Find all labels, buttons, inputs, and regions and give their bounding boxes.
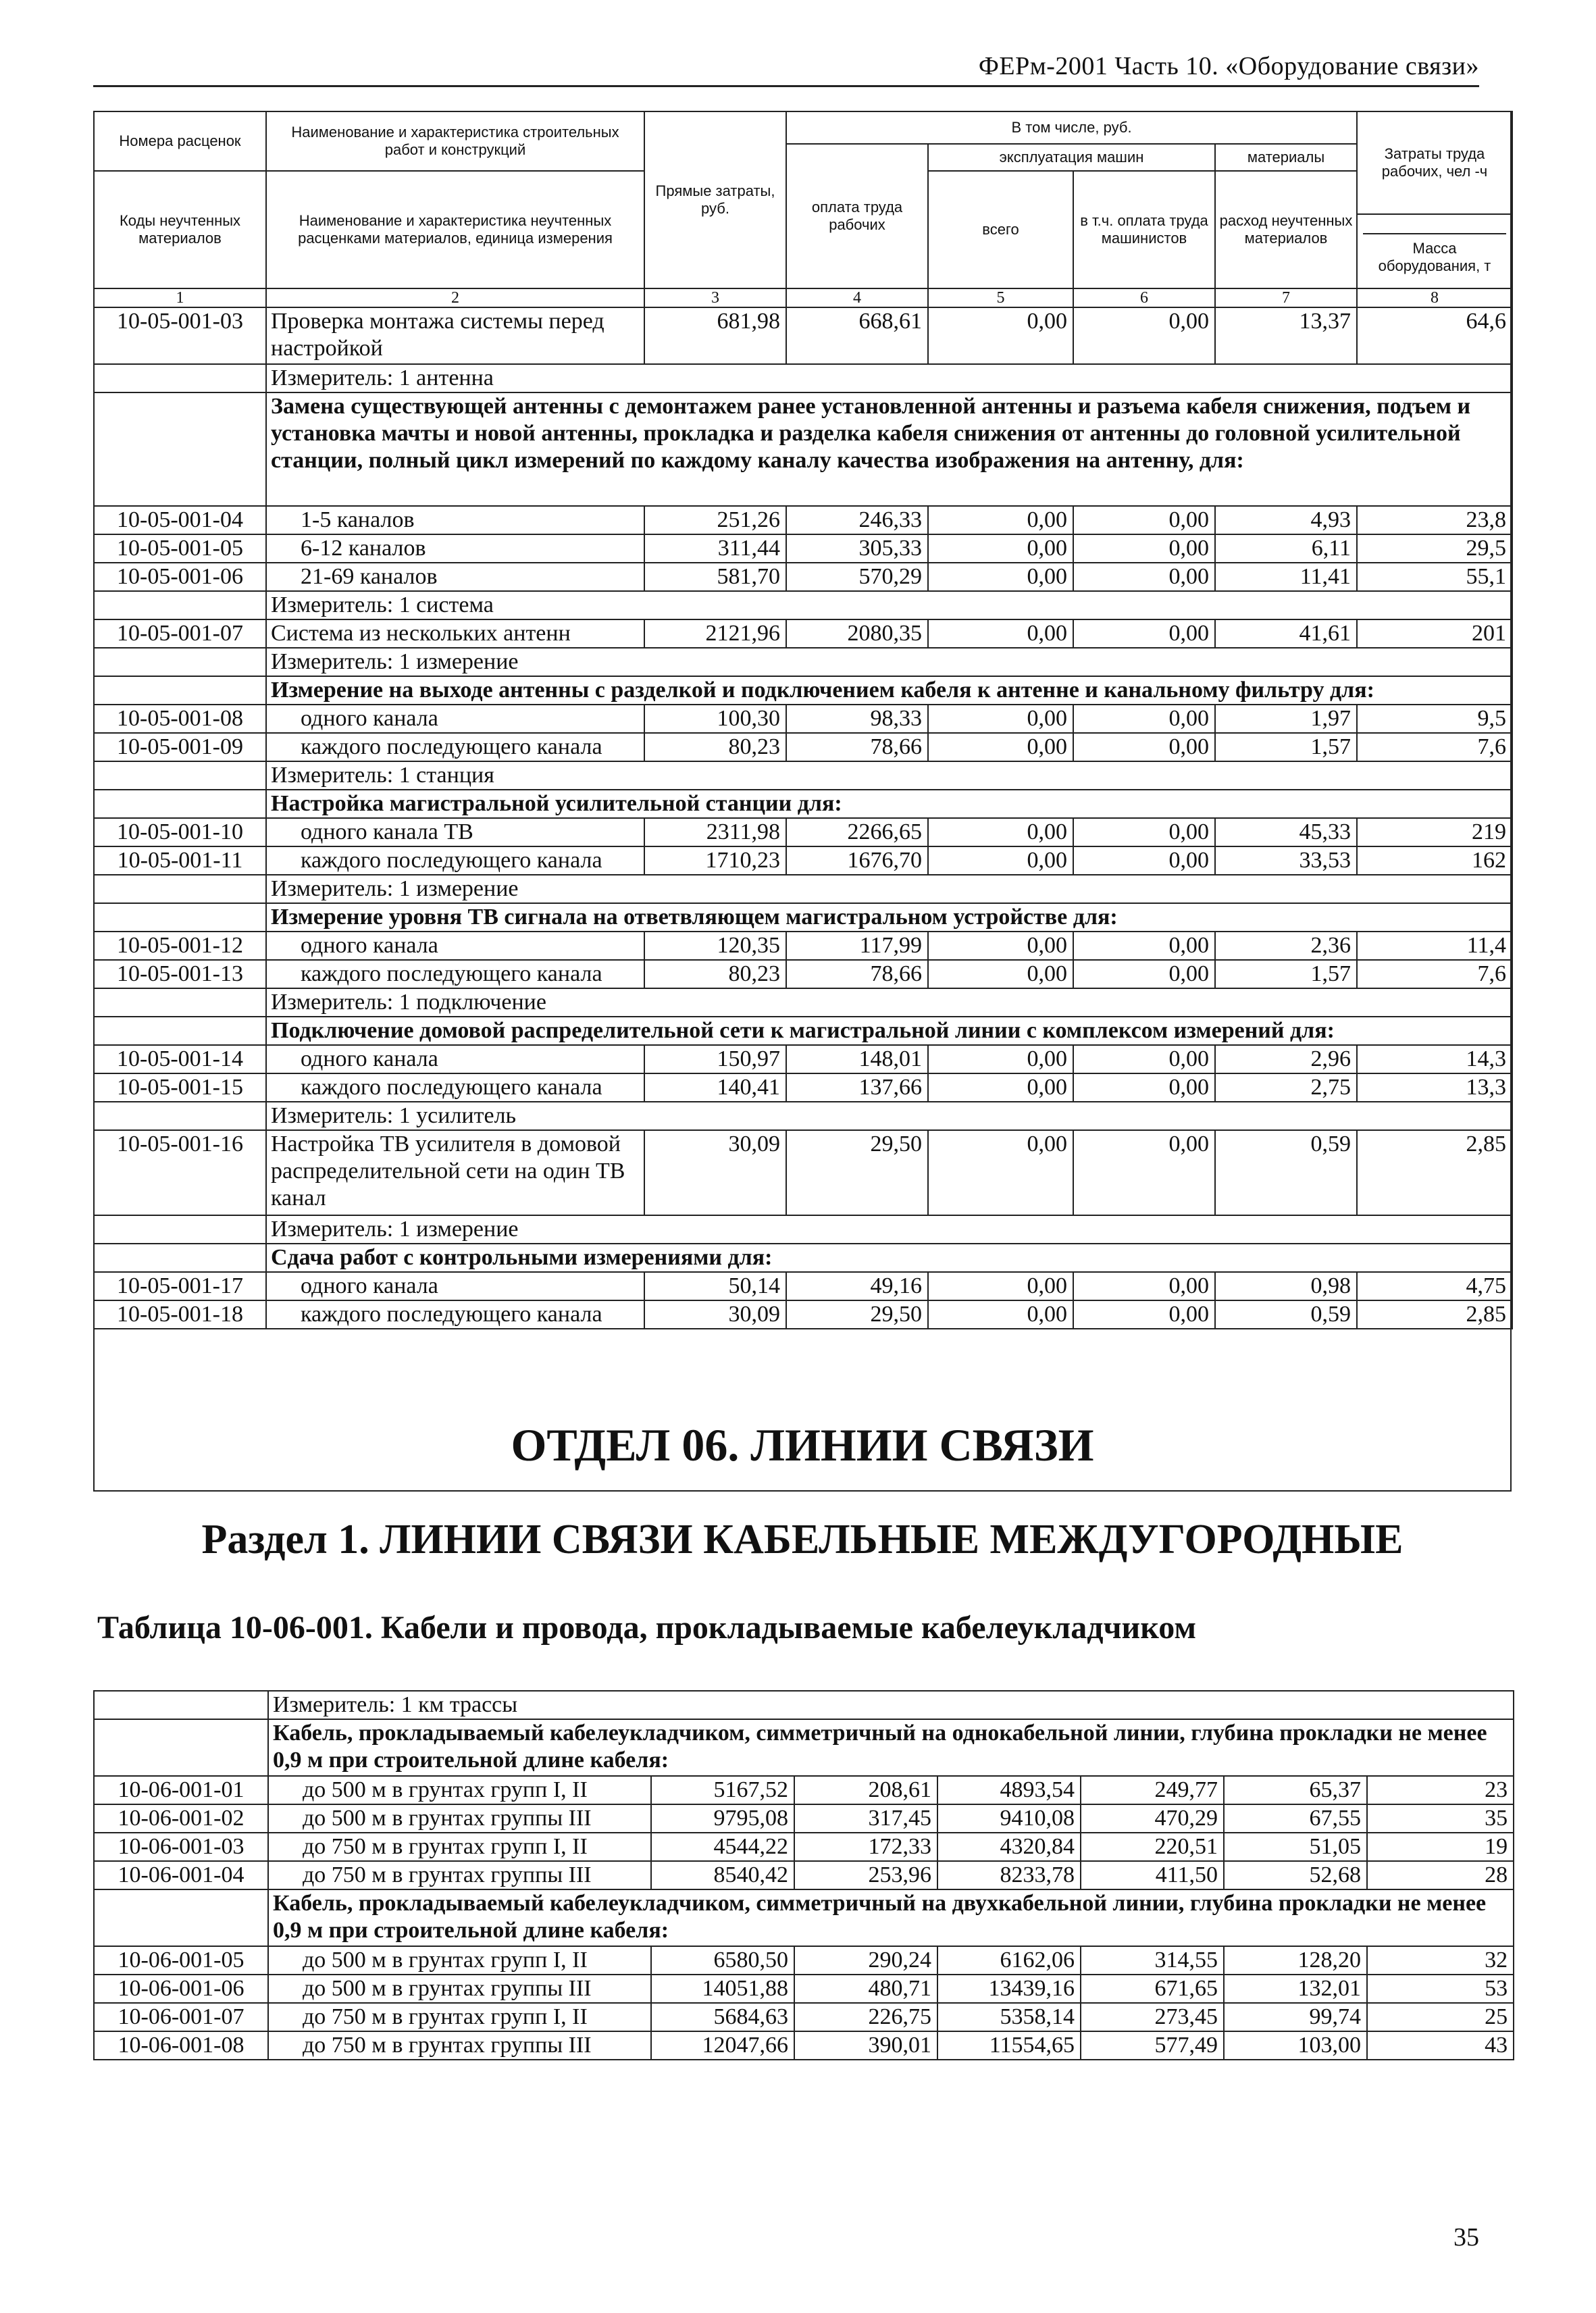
value-cell: 23,8 (1357, 506, 1512, 534)
value-cell: 0,00 (1073, 846, 1215, 875)
meter-row (94, 875, 1512, 903)
table-row (94, 1946, 1514, 1975)
value-cell: 1,57 (1215, 960, 1357, 988)
group-row (94, 1889, 1514, 1946)
value-cell: 570,29 (786, 563, 928, 591)
header-labor-pay: оплата труда рабочих (786, 144, 928, 288)
value-cell: 0,00 (928, 619, 1073, 648)
meter-row (94, 648, 1512, 676)
value-cell: 0,00 (1073, 932, 1215, 960)
value-cell: 33,53 (1215, 846, 1357, 875)
header-codes: Коды неучтенных материалов (94, 171, 266, 288)
value-cell: 0,00 (928, 307, 1073, 364)
work-name: до 750 м в грунтах группы III (268, 2031, 651, 2060)
value-cell: 246,33 (786, 506, 928, 534)
value-cell: 0,00 (1073, 506, 1215, 534)
work-name: до 500 м в грунтах группы III (268, 1975, 651, 2003)
value-cell: 30,09 (644, 1300, 786, 1329)
work-name: до 750 м в грунтах групп I, II (268, 1833, 651, 1861)
value-cell: 290,24 (794, 1946, 937, 1975)
table-row (94, 1776, 1514, 1804)
empty-cell (94, 1719, 268, 1776)
value-cell: 2121,96 (644, 619, 786, 648)
value-cell: 1676,70 (786, 846, 928, 875)
meter-label: Измеритель: 1 антенна (266, 364, 1512, 392)
work-name: до 500 м в грунтах групп I, II (268, 1946, 651, 1975)
rate-code: 10-05-001-08 (94, 705, 266, 733)
meter-row (94, 1691, 1514, 1719)
value-cell: 137,66 (786, 1073, 928, 1102)
group-heading: Сдача работ с контрольными измерениями для: (266, 1244, 1512, 1272)
value-cell: 25 (1367, 2003, 1514, 2031)
value-cell: 253,96 (794, 1861, 937, 1889)
empty-cell (94, 988, 266, 1017)
empty-cell (94, 790, 266, 818)
rate-code: 10-05-001-18 (94, 1300, 266, 1329)
value-cell: 5167,52 (651, 1776, 794, 1804)
value-cell: 470,29 (1081, 1804, 1224, 1833)
table-row (94, 1975, 1514, 2003)
value-cell: 2,36 (1215, 932, 1357, 960)
value-cell: 0,00 (928, 1300, 1073, 1329)
work-name: до 750 м в грунтах групп I, II (268, 2003, 651, 2031)
empty-cell (94, 676, 266, 705)
table-row (94, 932, 1512, 960)
rate-code: 10-05-001-15 (94, 1073, 266, 1102)
value-cell: 150,97 (644, 1045, 786, 1073)
rate-code: 10-05-001-06 (94, 563, 266, 591)
value-cell: 1710,23 (644, 846, 786, 875)
value-cell: 8233,78 (937, 1861, 1081, 1889)
value-cell: 13,3 (1357, 1073, 1512, 1102)
value-cell: 0,00 (1073, 1073, 1215, 1102)
meter-label: Измеритель: 1 подключение (266, 988, 1512, 1017)
meter-row (94, 1102, 1512, 1130)
empty-cell (94, 903, 266, 932)
value-cell: 220,51 (1081, 1833, 1224, 1861)
header-direct-costs: Прямые затраты, руб. (644, 111, 786, 288)
value-cell: 43 (1367, 2031, 1514, 2060)
work-name: Настройка ТВ усилителя в домовой распределительной сети на один ТВ канал (266, 1130, 644, 1215)
header-rule (93, 85, 1479, 87)
value-cell: 671,65 (1081, 1975, 1224, 2003)
rate-code: 10-05-001-14 (94, 1045, 266, 1073)
value-cell: 28 (1367, 1861, 1514, 1889)
meter-row (94, 1215, 1512, 1244)
work-name: одного канала (266, 932, 644, 960)
empty-cell (94, 875, 266, 903)
value-cell: 305,33 (786, 534, 928, 563)
work-name: Система из нескольких антенн (266, 619, 644, 648)
group-row (94, 676, 1512, 705)
table-row (94, 534, 1512, 563)
rate-code: 10-06-001-07 (94, 2003, 268, 2031)
table-row (94, 1804, 1514, 1833)
table-row (94, 506, 1512, 534)
empty-cell (94, 364, 266, 392)
group-row (94, 903, 1512, 932)
value-cell: 53 (1367, 1975, 1514, 2003)
value-cell: 7,6 (1357, 733, 1512, 761)
work-name: 21-69 каналов (266, 563, 644, 591)
value-cell: 13439,16 (937, 1975, 1081, 2003)
rates-table (93, 111, 1513, 1329)
value-cell: 14,3 (1357, 1045, 1512, 1073)
value-cell: 23 (1367, 1776, 1514, 1804)
value-cell: 4544,22 (651, 1833, 794, 1861)
value-cell: 120,35 (644, 932, 786, 960)
table-row (94, 733, 1512, 761)
column-number: 1 (94, 288, 266, 307)
value-cell: 49,16 (786, 1272, 928, 1300)
header-materials-use: расход неучтенных материалов (1215, 171, 1357, 288)
rate-code: 10-05-001-16 (94, 1130, 266, 1215)
group-row (94, 1244, 1512, 1272)
rate-code: 10-05-001-12 (94, 932, 266, 960)
value-cell: 668,61 (786, 307, 928, 364)
empty-cell (94, 648, 266, 676)
table-title: Таблица 10-06-001. Кабели и провода, прокладываемые кабелеукладчиком (97, 1610, 1197, 1646)
rate-code: 10-06-001-03 (94, 1833, 268, 1861)
group-heading: Подключение домовой распределительной сети к магистральной линии с комплексом измерений для: (266, 1017, 1512, 1045)
meter-label: Измеритель: 1 усилитель (266, 1102, 1512, 1130)
value-cell: 78,66 (786, 960, 928, 988)
value-cell: 311,44 (644, 534, 786, 563)
value-cell: 0,59 (1215, 1130, 1357, 1215)
table-row (94, 1045, 1512, 1073)
meter-row (94, 988, 1512, 1017)
table-row (94, 619, 1512, 648)
work-name: 6-12 каналов (266, 534, 644, 563)
value-cell: 78,66 (786, 733, 928, 761)
empty-cell (94, 1017, 266, 1045)
value-cell: 0,00 (928, 534, 1073, 563)
empty-cell (94, 761, 266, 790)
header-labor: Затраты труда рабочих, чел -ч (1357, 111, 1512, 214)
value-cell: 5684,63 (651, 2003, 794, 2031)
group-heading: Измерение уровня ТВ сигнала на ответвляющем магистральном устройстве для: (266, 903, 1512, 932)
group-heading: Кабель, прокладываемый кабелеукладчиком, симметричный на однокабельной линии, глубина прокладки не менее 0,9 м при строительной длине кабеля: (268, 1719, 1514, 1776)
value-cell: 2,75 (1215, 1073, 1357, 1102)
rate-code: 10-05-001-03 (94, 307, 266, 364)
rate-code: 10-05-001-04 (94, 506, 266, 534)
value-cell: 249,77 (1081, 1776, 1224, 1804)
value-cell: 4,75 (1357, 1272, 1512, 1300)
table-row (94, 1130, 1512, 1215)
value-cell: 41,61 (1215, 619, 1357, 648)
group-heading: Настройка магистральной усилительной станции для: (266, 790, 1512, 818)
header-works-name: Наименование и характеристика строительных работ и конструкций (266, 111, 644, 171)
work-name: одного канала ТВ (266, 818, 644, 846)
value-cell: 52,68 (1224, 1861, 1367, 1889)
value-cell: 0,00 (928, 1130, 1073, 1215)
header-incl: В том числе, руб. (786, 111, 1357, 144)
value-cell: 0,00 (928, 932, 1073, 960)
rate-code: 10-05-001-17 (94, 1272, 266, 1300)
value-cell: 1,57 (1215, 733, 1357, 761)
work-name: каждого последующего канала (266, 960, 644, 988)
work-name: Проверка монтажа системы перед настройкой (266, 307, 644, 364)
value-cell: 80,23 (644, 960, 786, 988)
column-number: 8 (1357, 288, 1512, 307)
table-row (94, 1861, 1514, 1889)
table-row (94, 1073, 1512, 1102)
rate-code: 10-05-001-11 (94, 846, 266, 875)
value-cell: 103,00 (1224, 2031, 1367, 2060)
table-row (94, 1300, 1512, 1329)
value-cell: 273,45 (1081, 2003, 1224, 2031)
value-cell: 2266,65 (786, 818, 928, 846)
value-cell: 577,49 (1081, 2031, 1224, 2060)
rate-code: 10-05-001-09 (94, 733, 266, 761)
table-row (94, 563, 1512, 591)
value-cell: 251,26 (644, 506, 786, 534)
page-number: 35 (1453, 2223, 1479, 2252)
value-cell: 0,00 (1073, 619, 1215, 648)
value-cell: 6,11 (1215, 534, 1357, 563)
table-row (94, 307, 1512, 364)
column-number: 7 (1215, 288, 1357, 307)
value-cell: 0,00 (1073, 307, 1215, 364)
value-cell: 29,50 (786, 1130, 928, 1215)
value-cell: 0,59 (1215, 1300, 1357, 1329)
column-number: 5 (928, 288, 1073, 307)
value-cell: 480,71 (794, 1975, 937, 2003)
group-row (94, 392, 1512, 506)
value-cell: 4,93 (1215, 506, 1357, 534)
value-cell: 162 (1357, 846, 1512, 875)
value-cell: 226,75 (794, 2003, 937, 2031)
table-row (94, 1833, 1514, 1861)
empty-cell (94, 1102, 266, 1130)
value-cell: 0,00 (1073, 1130, 1215, 1215)
rate-code: 10-05-001-10 (94, 818, 266, 846)
value-cell: 0,00 (928, 733, 1073, 761)
group-row (94, 790, 1512, 818)
meter-label: Измеритель: 1 измерение (266, 875, 1512, 903)
value-cell: 0,00 (1073, 733, 1215, 761)
rate-code: 10-06-001-08 (94, 2031, 268, 2060)
value-cell: 35 (1367, 1804, 1514, 1833)
empty-cell (94, 1215, 266, 1244)
rate-code: 10-06-001-02 (94, 1804, 268, 1833)
header-rates-no: Номера расценок (94, 111, 266, 171)
header-machines: эксплуатация машин (928, 144, 1215, 171)
value-cell: 0,00 (928, 960, 1073, 988)
value-cell: 98,33 (786, 705, 928, 733)
column-number: 2 (266, 288, 644, 307)
value-cell: 0,00 (928, 1272, 1073, 1300)
rate-code: 10-06-001-06 (94, 1975, 268, 2003)
value-cell: 9,5 (1357, 705, 1512, 733)
value-cell: 65,37 (1224, 1776, 1367, 1804)
work-name: 1-5 каналов (266, 506, 644, 534)
value-cell: 12047,66 (651, 2031, 794, 2060)
table-row (94, 2003, 1514, 2031)
value-cell: 390,01 (794, 2031, 937, 2060)
value-cell: 2080,35 (786, 619, 928, 648)
rate-code: 10-05-001-05 (94, 534, 266, 563)
group-heading: Измерение на выходе антенны с разделкой и подключением кабеля к антенне и канальному фильтру для: (266, 676, 1512, 705)
otdel-title: ОТДЕЛ 06. ЛИНИИ СВЯЗИ (511, 1419, 1094, 1471)
meter-label: Измеритель: 1 станция (266, 761, 1512, 790)
rate-code: 10-06-001-05 (94, 1946, 268, 1975)
value-cell: 117,99 (786, 932, 928, 960)
value-cell: 13,37 (1215, 307, 1357, 364)
work-name: до 500 м в грунтах группы III (268, 1804, 651, 1833)
value-cell: 64,6 (1357, 307, 1512, 364)
value-cell: 1,97 (1215, 705, 1357, 733)
value-cell: 0,00 (928, 705, 1073, 733)
rate-code: 10-05-001-07 (94, 619, 266, 648)
value-cell: 67,55 (1224, 1804, 1367, 1833)
header-incl-machinists: в т.ч. оплата труда машинистов (1073, 171, 1215, 288)
value-cell: 6580,50 (651, 1946, 794, 1975)
value-cell: 5358,14 (937, 2003, 1081, 2031)
work-name: одного канала (266, 1272, 644, 1300)
value-cell: 0,00 (928, 1045, 1073, 1073)
value-cell: 80,23 (644, 733, 786, 761)
column-number: 6 (1073, 288, 1215, 307)
meter-row (94, 591, 1512, 619)
header-total: всего (928, 171, 1073, 288)
value-cell: 2,85 (1357, 1130, 1512, 1215)
value-cell: 29,5 (1357, 534, 1512, 563)
value-cell: 32 (1367, 1946, 1514, 1975)
rate-code: 10-06-001-04 (94, 1861, 268, 1889)
value-cell: 201 (1357, 619, 1512, 648)
value-cell: 0,00 (1073, 563, 1215, 591)
group-row (94, 1719, 1514, 1776)
value-cell: 128,20 (1224, 1946, 1367, 1975)
value-cell: 99,74 (1224, 2003, 1367, 2031)
value-cell: 0,00 (1073, 1272, 1215, 1300)
meter-label: Измеритель: 1 км трассы (268, 1691, 1514, 1719)
value-cell: 45,33 (1215, 818, 1357, 846)
value-cell: 314,55 (1081, 1946, 1224, 1975)
rate-code: 10-05-001-13 (94, 960, 266, 988)
empty-cell (94, 591, 266, 619)
value-cell: 208,61 (794, 1776, 937, 1804)
value-cell: 4893,54 (937, 1776, 1081, 1804)
work-name: каждого последующего канала (266, 846, 644, 875)
header-materials: материалы (1215, 144, 1357, 171)
value-cell: 11,4 (1357, 932, 1512, 960)
empty-cell (94, 1244, 266, 1272)
value-cell: 11554,65 (937, 2031, 1081, 2060)
work-name: одного канала (266, 705, 644, 733)
value-cell: 4320,84 (937, 1833, 1081, 1861)
value-cell: 0,00 (1073, 705, 1215, 733)
running-head: ФЕРм-2001 Часть 10. «Оборудование связи» (978, 52, 1479, 80)
value-cell: 0,00 (1073, 534, 1215, 563)
value-cell: 0,00 (1073, 818, 1215, 846)
value-cell: 8540,42 (651, 1861, 794, 1889)
work-name: каждого последующего канала (266, 733, 644, 761)
meter-row (94, 364, 1512, 392)
value-cell: 55,1 (1357, 563, 1512, 591)
value-cell: 0,00 (1073, 1045, 1215, 1073)
razdel-title: Раздел 1. ЛИНИИ СВЯЗИ КАБЕЛЬНЫЕ МЕЖДУГОРОДНЫЕ (201, 1517, 1404, 1562)
value-cell: 29,50 (786, 1300, 928, 1329)
value-cell: 411,50 (1081, 1861, 1224, 1889)
value-cell: 0,00 (928, 563, 1073, 591)
work-name: одного канала (266, 1045, 644, 1073)
column-numbers-row (94, 288, 1512, 307)
cable-table (93, 1690, 1514, 2060)
value-cell: 0,00 (928, 506, 1073, 534)
value-cell: 581,70 (644, 563, 786, 591)
table-row (94, 960, 1512, 988)
value-cell: 2,85 (1357, 1300, 1512, 1329)
value-cell: 0,98 (1215, 1272, 1357, 1300)
value-cell: 0,00 (1073, 960, 1215, 988)
value-cell: 100,30 (644, 705, 786, 733)
meter-row (94, 761, 1512, 790)
value-cell: 19 (1367, 1833, 1514, 1861)
empty-cell (94, 1889, 268, 1946)
value-cell: 0,00 (928, 846, 1073, 875)
meter-label: Измеритель: 1 система (266, 591, 1512, 619)
value-cell: 172,33 (794, 1833, 937, 1861)
value-cell: 50,14 (644, 1272, 786, 1300)
table-row (94, 1272, 1512, 1300)
value-cell: 2,96 (1215, 1045, 1357, 1073)
value-cell: 317,45 (794, 1804, 937, 1833)
empty-cell (94, 1691, 268, 1719)
value-cell: 7,6 (1357, 960, 1512, 988)
value-cell: 0,00 (1073, 1300, 1215, 1329)
value-cell: 0,00 (928, 1073, 1073, 1102)
value-cell: 9795,08 (651, 1804, 794, 1833)
value-cell: 2311,98 (644, 818, 786, 846)
value-cell: 148,01 (786, 1045, 928, 1073)
value-cell: 11,41 (1215, 563, 1357, 591)
value-cell: 6162,06 (937, 1946, 1081, 1975)
meter-label: Измеритель: 1 измерение (266, 648, 1512, 676)
empty-cell (94, 392, 266, 506)
rate-code: 10-06-001-01 (94, 1776, 268, 1804)
value-cell: 51,05 (1224, 1833, 1367, 1861)
column-number: 4 (786, 288, 928, 307)
value-cell: 0,00 (928, 818, 1073, 846)
value-cell: 681,98 (644, 307, 786, 364)
work-name: каждого последующего канала (266, 1300, 644, 1329)
value-cell: 219 (1357, 818, 1512, 846)
value-cell: 132,01 (1224, 1975, 1367, 2003)
value-cell: 140,41 (644, 1073, 786, 1102)
table-row (94, 846, 1512, 875)
work-name: до 500 м в грунтах групп I, II (268, 1776, 651, 1804)
work-name: каждого последующего канала (266, 1073, 644, 1102)
header-materials-name: Наименование и характеристика неучтенных расценками материалов, единица измерения (266, 171, 644, 288)
column-number: 3 (644, 288, 786, 307)
table-row (94, 705, 1512, 733)
group-row (94, 1017, 1512, 1045)
header-mass: Масса оборудования, т (1357, 214, 1512, 288)
table-row (94, 818, 1512, 846)
table-row (94, 2031, 1514, 2060)
value-cell: 30,09 (644, 1130, 786, 1215)
work-name: до 750 м в грунтах группы III (268, 1861, 651, 1889)
meter-label: Измеритель: 1 измерение (266, 1215, 1512, 1244)
group-heading: Кабель, прокладываемый кабелеукладчиком, симметричный на двухкабельной линии, глубина прокладки не менее 0,9 м при строительной длине кабеля: (268, 1889, 1514, 1946)
value-cell: 9410,08 (937, 1804, 1081, 1833)
value-cell: 14051,88 (651, 1975, 794, 2003)
group-heading: Замена существующей антенны с демонтажем ранее установленной антенны и разъема кабеля снижения, подъем и установка мачты и новой антенны, прокладка и разделка кабеля снижения от антенны до головной усилительной станции, полный цикл измерений по каждому каналу качества изображения на антенну, для: (266, 392, 1512, 506)
